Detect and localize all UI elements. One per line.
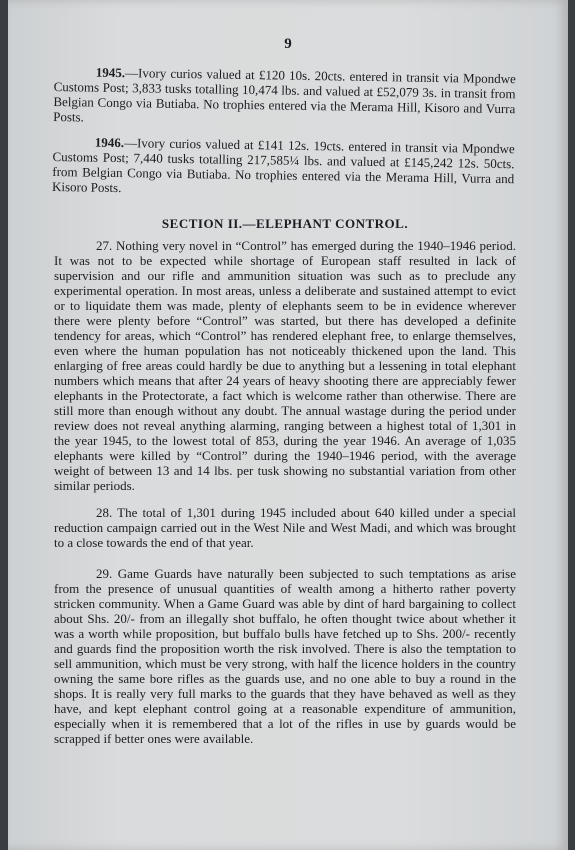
- paragraph-1945-text: —Ivory curios valued at £120 10s. 20cts. entered in transit via Mpondwe Customs Post; 3,833 tusks totalling 10,474 lbs. and valued at £52,079 3s. in transit from Belgian Congo via Butiaba. No trophies entered via the Merama Hill, Kisoro and Vurra Posts.: [53, 65, 516, 125]
- paragraph-29: 29. Game Guards have naturally been subjected to such temptations as arise from the presence of unusual quantities of wealth among a hitherto rather poverty stricken community. When a Game Guard was able by dint of hard bargaining to collect about Shs. 20/- from an illegally shot buffalo, he often thought twice about whether it was a worth while proposition, but buffalo bulls have fetched up to Shs. 200/- recently and guards find the proposition worth the risk involved. There is also the temptation to sell ammunition, which must be very strong, with half the licence holders in the country owning the same bore rifles as the guards use, and no one able to buy a round in the shops. It is really very full marks to the guards that they have behaved as well as they have, and kept elephant control going at a reasonable expenditure of ammunition, especially when it is remembered that a lot of the rifles in use by guards would be scrapped if better ones were available.: [54, 566, 516, 746]
- section-heading: SECTION II.—ELEPHANT CONTROL.: [161, 216, 409, 231]
- year-label-1945: 1945.: [95, 64, 126, 81]
- page-content: [51, 60, 516, 746]
- paragraph-28: 28. The total of 1,301 during 1945 included about 640 killed under a special reduction campaign carried out in the West Nile and West Madi, and which was brought to a close towards the end of that year.: [54, 505, 516, 550]
- paragraph-27: 27. Nothing very novel in “Control” has emerged during the 1940–1946 period. It was not to be expected while shortage of European staff resulted in lack of supervision and our rifle and ammunition situation was such as to preclude any experimental operation. In most areas, unless a deliberate and sustained attempt to evict or to liquidate them was made, plenty of elephants seem to be in evidence wherever there were plenty before “Control” was started, but there has developed a definite tendency for areas, which “Control” has rendered elephant free, to enlarge themselves, even where the human population has not noticeably thickened upon the land. This enlarging of free areas could hardly be due to anything but a lessening in total elephant numbers which means that after 24 years of heavy shooting there are appreciably fewer elephants in the Protectorate, a fact which is welcome rather than otherwise. There are still more than enough without any doubt. The annual wastage during the period under review does not reveal anything alarming, ranging between a highest total of 1,301 in the year 1945, to the lowest total of 853, during the year 1946. An average of 1,035 elephants were killed by “Control” during the 1940–1946 period, with the average weight of between 13 and 14 lbs. per tusk showing no substantial variation from other similar periods.: [54, 238, 516, 493]
- document-page: [8, 0, 568, 850]
- year-label-1946: 1946.: [94, 134, 125, 151]
- paragraph-1946: [52, 134, 515, 201]
- page-number: 9: [284, 36, 292, 52]
- upper-text-block: [52, 64, 516, 201]
- paragraph-1945: [53, 64, 516, 131]
- paragraph-1946-text: —Ivory curios valued at £141 12s. 19cts. entered in transit via Mpondwe Customs Post; 7,440 tusks totalling 217,585¼ lbs. and valued at £145,242 12s. 50cts. from Belgian Congo via Butiaba. No trophies entered via the Merama Hill, Vurra and Kisoro Posts.: [51, 135, 515, 196]
